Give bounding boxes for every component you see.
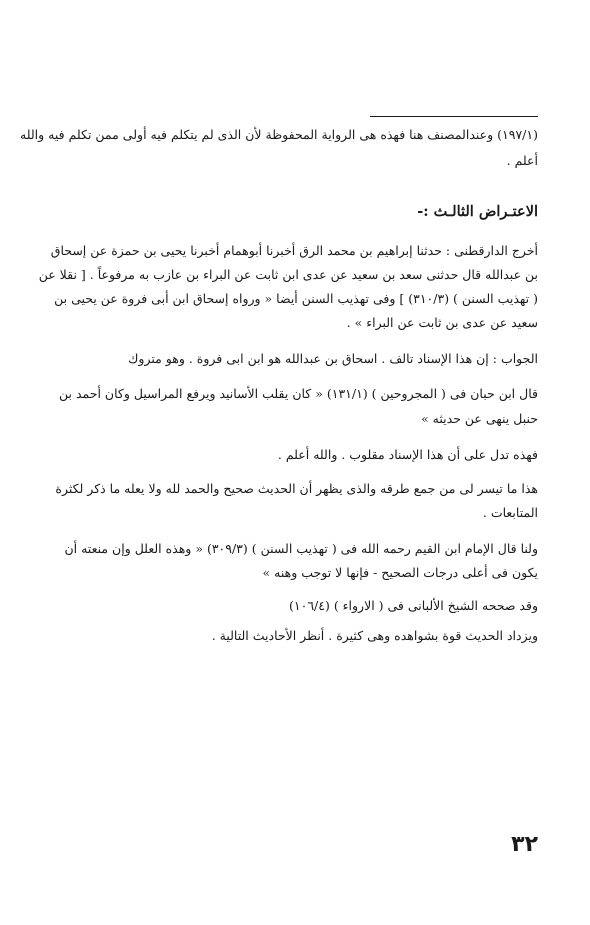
paragraph-2-line-1: قال ابن حبان فى ( المجروحين ) (١٣١/١) « كان يقلب الأسانيد ويرفع المراسيل وكان أحمد بن: [59, 386, 538, 401]
paragraph-2-line-2: حنبل ينهى عن حديثه »: [421, 411, 538, 426]
paragraph-6: وقد صححه الشيخ الألبانى فى ( الارواء ) (١٠٦/٤): [289, 598, 538, 613]
paragraph-4-line-1: هذا ما تيسر لى من جمع طرقه والذى يظهر أن الحديث صحيح والحمد لله ولا يعله ما ذكر لكثرة: [55, 481, 538, 496]
footnote-separator-rule: [370, 116, 538, 117]
answer-line: الجواب : إن هذا الإسناد تالف . اسحاق بن عبدالله هو ابن ابى فروة . وهو متروك: [128, 351, 538, 366]
paragraph-1-line-2: بن عبدالله قال حدثنى سعد بن سعيد عن عدى ابن ثابت عن البراء بن عازب به مرفوعاً . [ نقلا عن: [38, 267, 538, 282]
paragraph-1-line-1: أخرج الدارقطنى : حدثنا إبراهيم بن محمد الرق أخبرنا أبوهمام أخبرنا يحيى بن حمزة عن إسحاق: [50, 243, 538, 258]
paragraph-1-line-3: ( تهذيب السنن ) (٣١٠/٣) ] وفى تهذيب السنن أيضا « ورواه إسحاق ابن أبى فروة عن يحيى بن: [54, 291, 538, 306]
paragraph-5-line-1: ولنا قال الإمام ابن القيم رحمه الله فى ( تهذيب السنن ) (٣٠٩/٣) « وهذه العلل وإن منعته أن: [64, 541, 538, 556]
paragraph-4-line-2: المتابعات .: [482, 505, 538, 520]
paragraph-5-line-2: يكون فى أعلى درجات الصحيح - فإنها لا توجب وهنه »: [262, 565, 538, 580]
paragraph-7: ويزداد الحديث قوة بشواهده وهى كثيرة . أنظر الأحاديث التالية .: [211, 628, 538, 643]
section-heading: الاعتـراض الثالـث :-: [417, 203, 538, 220]
footnote-line-2: أعلم .: [506, 153, 538, 168]
footnote-line-1: (١٩٧/١) وعندالمصنف هنا فهذه هى الرواية المحفوظة لأن الذى لم يتكلم فيه أولى ممن تكلم فيه والله: [20, 127, 538, 142]
paragraph-3: فهذه تدل على أن هذا الإسناد مقلوب . والله أعلم .: [277, 447, 538, 462]
page-number: ٣٢: [511, 832, 538, 857]
paragraph-1-line-4: سعيد عن عدى بن ثابت عن البراء » .: [346, 315, 538, 330]
